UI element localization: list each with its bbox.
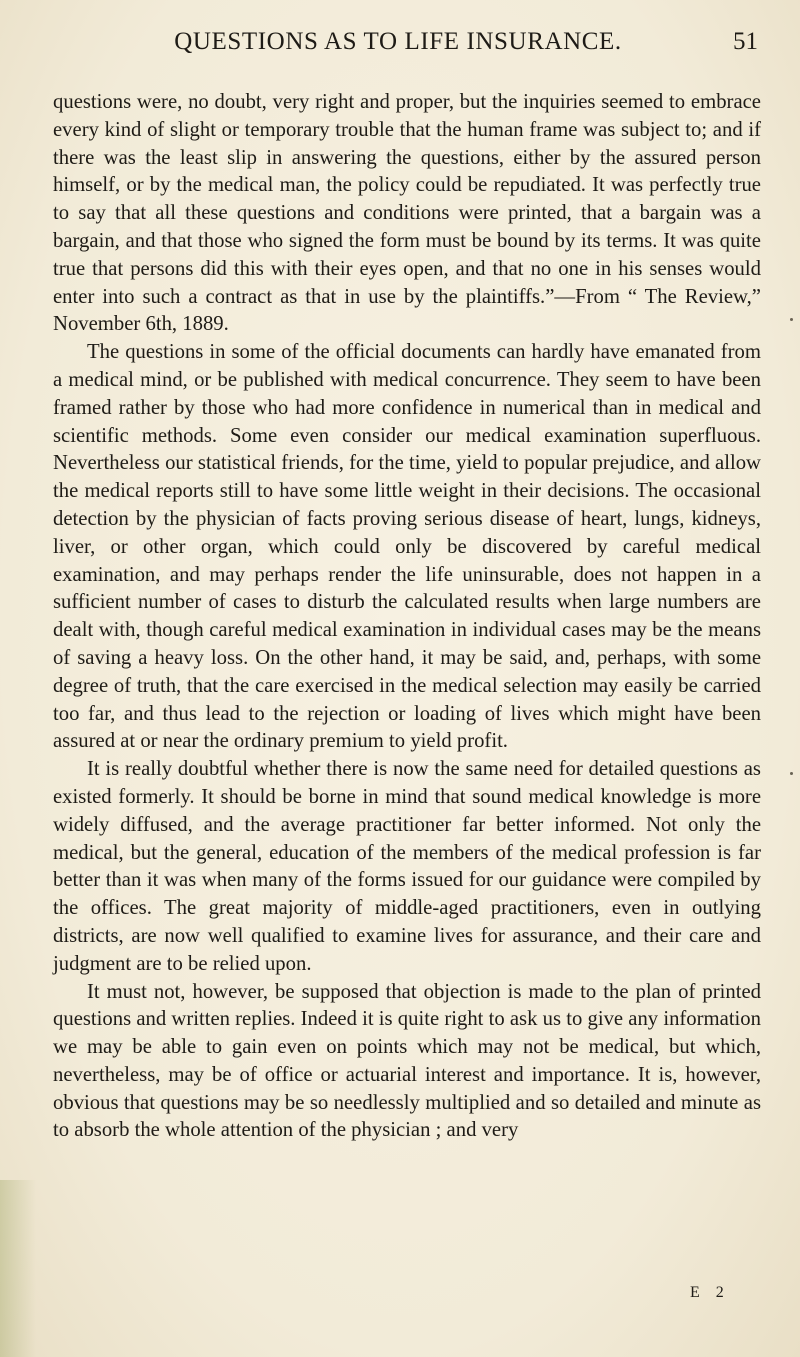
body-text [53, 89, 761, 1145]
running-title: QUESTIONS AS TO LIFE INSURANCE. [174, 28, 622, 55]
paragraph-4: It must not, however, be supposed that objection is made to the plan of printed questions and written replies. Indeed it is quite right to ask us to give any information we may be able to gain even on points which may not be medical, but which, nevertheless, may be of office or actuarial interest and importance. It is, however, obvious that questions may be so needlessly multiplied and so detailed and minute as to absorb the whole attention of the physician ; and very [53, 980, 761, 1142]
paragraph-1: questions were, no doubt, very right and proper, but the inquiries seemed to embrace every kind of slight or temporary trouble that the human frame was subject to; and if there was the least slip in answering the questions, either by the assured person himself, or by the medical man, the policy could be repudiated. It was perfectly true to say that all these questions and conditions were printed, that a bargain was a bargain, and that those who signed the form must be bound by its terms. It was quite true that persons did this with their eyes open, and that no one in his senses would enter into such a contract as that in use by the plaintiffs.”—From “ The Review,” November 6th, 1889. [53, 91, 761, 336]
scan-edge-stain [0, 1180, 36, 1357]
page-number: 51 [733, 28, 758, 55]
paragraph-3: It is really doubtful whether there is now the same need for detailed questions as existed formerly. It should be borne in mind that sound medical knowledge is more widely diffused, and the average practitioner far better informed. Not only the medical, but the general, education of the members of the medical profession is far better than it was when many of the forms issued for our guidance were compiled by the offices. The great majority of middle-aged practitioners, even in outlying districts, are now well qualified to examine lives for assurance, and their care and judgment are to be relied upon. [53, 758, 761, 975]
margin-dot [790, 318, 793, 321]
paragraph-2: The questions in some of the official documents can hardly have emanated from a medical mind, or be published with medical concurrence. They seem to have been framed rather by those who had more confidence in numerical than in medical and scientific methods. Some even consider our medical examination superfluous. Nevertheless our statistical friends, for the time, yield to popular prejudice, and allow the medical reports still to have some little weight in their decisions. The occasional detection by the physician of facts proving serious disease of heart, lungs, kidneys, liver, or other organ, which could only be discovered by careful medical examination, and may perhaps render the life uninsurable, does not happen in a sufficient number of cases to disturb the calculated results when large numbers are dealt with, though careful medical examination in individual cases may be the means of saving a heavy loss. On the other hand, it may be said, and, perhaps, with some degree of truth, that the care exercised in the medical selection may easily be carried too far, and thus lead to the rejection or loading of lives which might have been assured at or near the ordinary premium to yield profit. [53, 341, 761, 753]
margin-dot [790, 772, 793, 775]
signature-mark: E 2 [690, 1284, 730, 1301]
page-header [118, 28, 758, 68]
